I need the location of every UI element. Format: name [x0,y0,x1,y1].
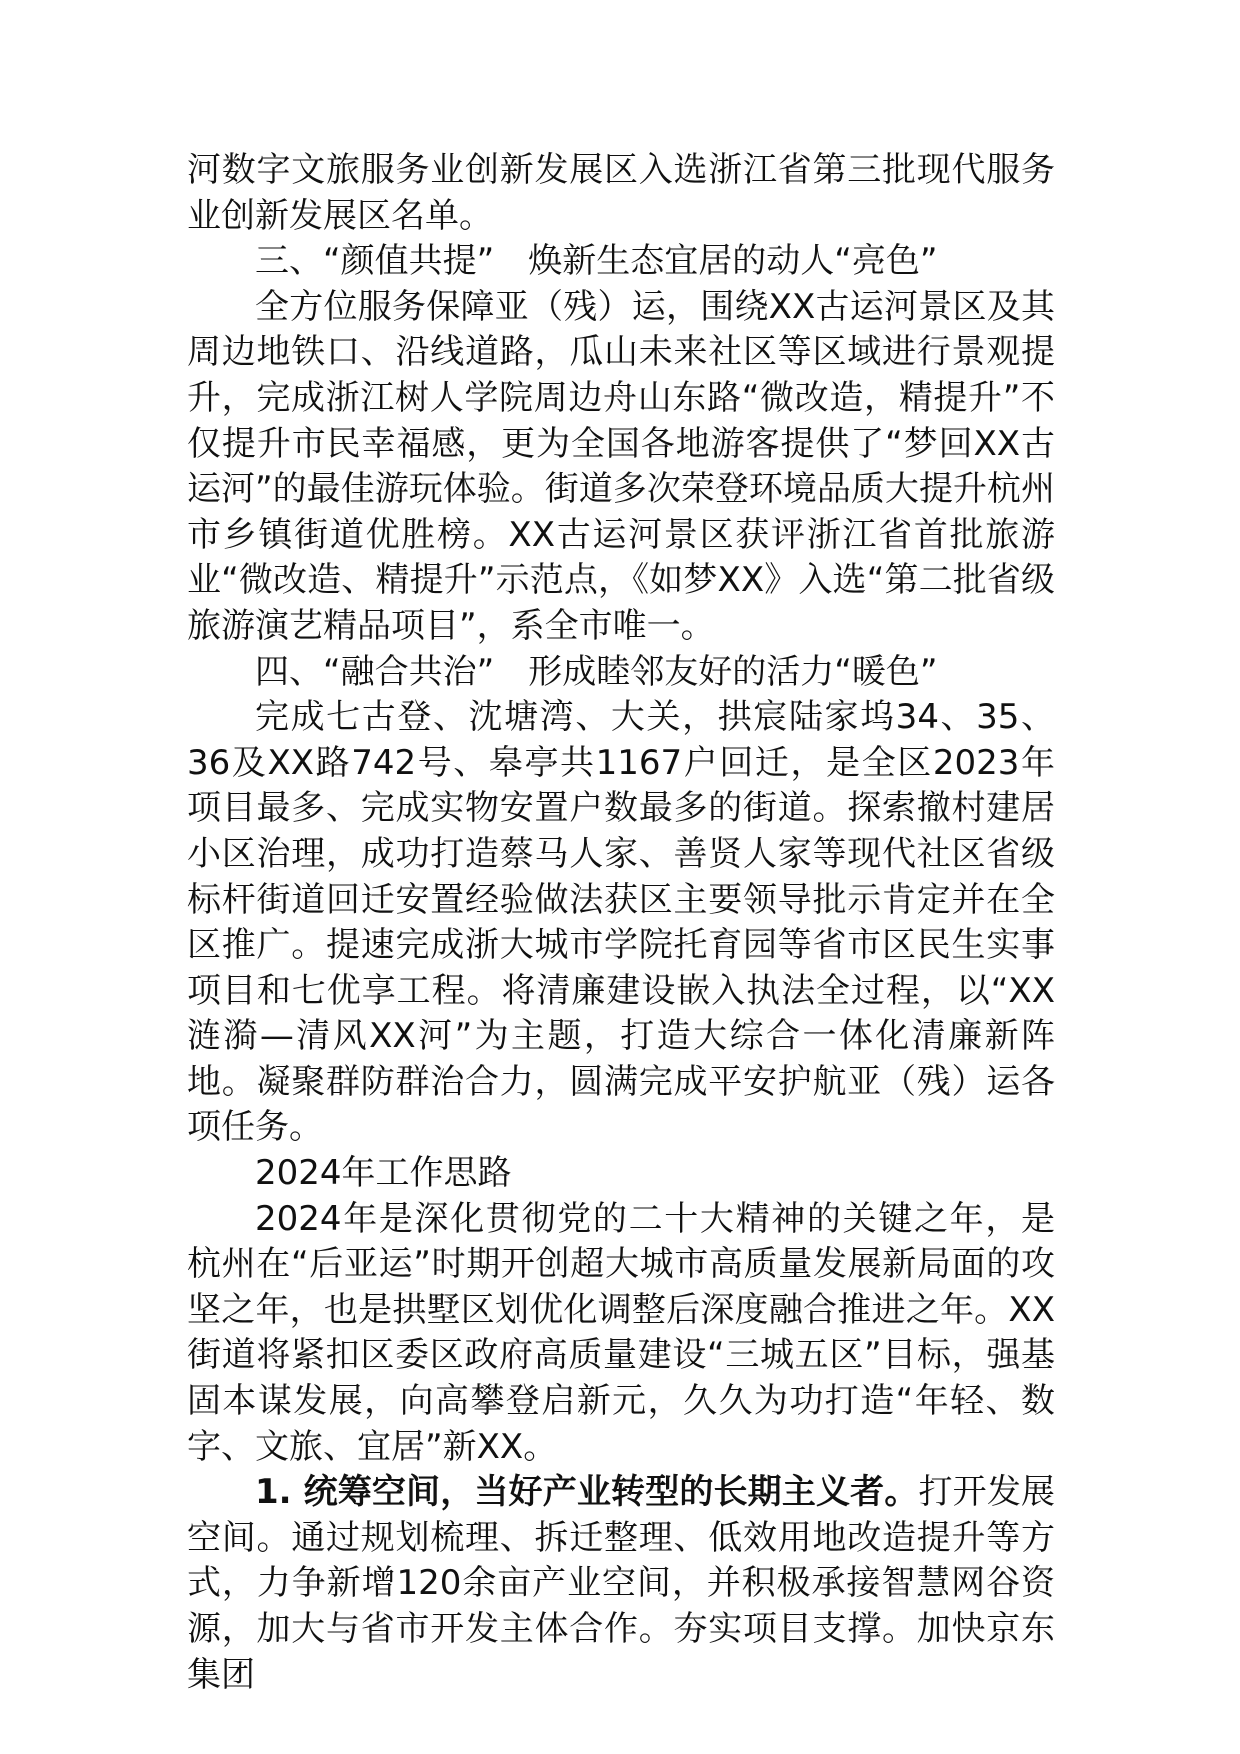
section-heading-3: 三、“颜值共提” 焕新生态宜居的动人“亮色” [255,241,938,282]
paragraph-item-1 [187,1470,1055,1698]
paragraph-section-3: 全方位服务保障亚（残）运，围绕XX古运河景区及其周边地铁口、沿线道路，瓜山未来社区等区域进行景观提升，完成浙江树人学院周边舟山东路“微改造，精提升”不仅提升市民幸福感，更为全国各地游客提供了“梦回XX古运河”的最佳游玩体验。街道多次荣登环境品质大提升杭州市乡镇街道优胜榜。XX古运河景区获评浙江省首批旅游业“微改造、精提升”示范点，《如梦XX》入选“第二批省级旅游演艺精品项目”，系全市唯一。 [187,286,1055,646]
document-body [187,148,1055,1698]
item-1-title: 1. 统筹空间，当好产业转型的长期主义者。 [255,1472,919,1513]
work-plan-heading: 2024年工作思路 [255,1153,512,1194]
paragraph-continuation: 河数字文旅服务业创新发展区入选浙江省第三批现代服务业创新发展区名单。 [187,150,1055,236]
paragraph-work-plan-intro: 2024年是深化贯彻党的二十大精神的关键之年，是杭州在“后亚运”时期开创超大城市高质量发展新局面的攻坚之年，也是拱墅区划优化调整后深度融合推进之年。XX街道将紧扣区委区政府高质量建设“三城五区”目标，强基固本谋发展，向高攀登启新元，久久为功打造“年轻、数字、文旅、宜居”新XX。 [187,1198,1055,1467]
paragraph-section-4: 完成七古登、沈塘湾、大关，拱宸陆家坞34、35、36及XX路742号、皋亭共1167户回迁，是全区2023年项目最多、完成实物安置户数最多的街道。探索撤村建居小区治理，成功打造蔡马人家、善贤人家等现代社区省级标杆街道回迁安置经验做法获区主要领导批示肯定并在全区推广。提速完成浙大城市学院托育园等省市区民生实事项目和七优享工程。将清廉建设嵌入执法全过程，以“XX涟漪—清风XX河”为主题，打造大综合一体化清廉新阵地。凝聚群防群治合力，圆满完成平安护航亚（残）运各项任务。 [187,697,1055,1148]
section-heading-4: 四、“融合共治” 形成睦邻友好的活力“暖色” [255,651,938,692]
item-1-text: 打开发展空间。通过规划梳理、拆迁整理、低效用地改造提升等方式，力争新增120余亩产业空间，并积极承接智慧网谷资源，加大与省市开发主体合作。夯实项目支撑。加快京东集团 [187,1472,1055,1695]
